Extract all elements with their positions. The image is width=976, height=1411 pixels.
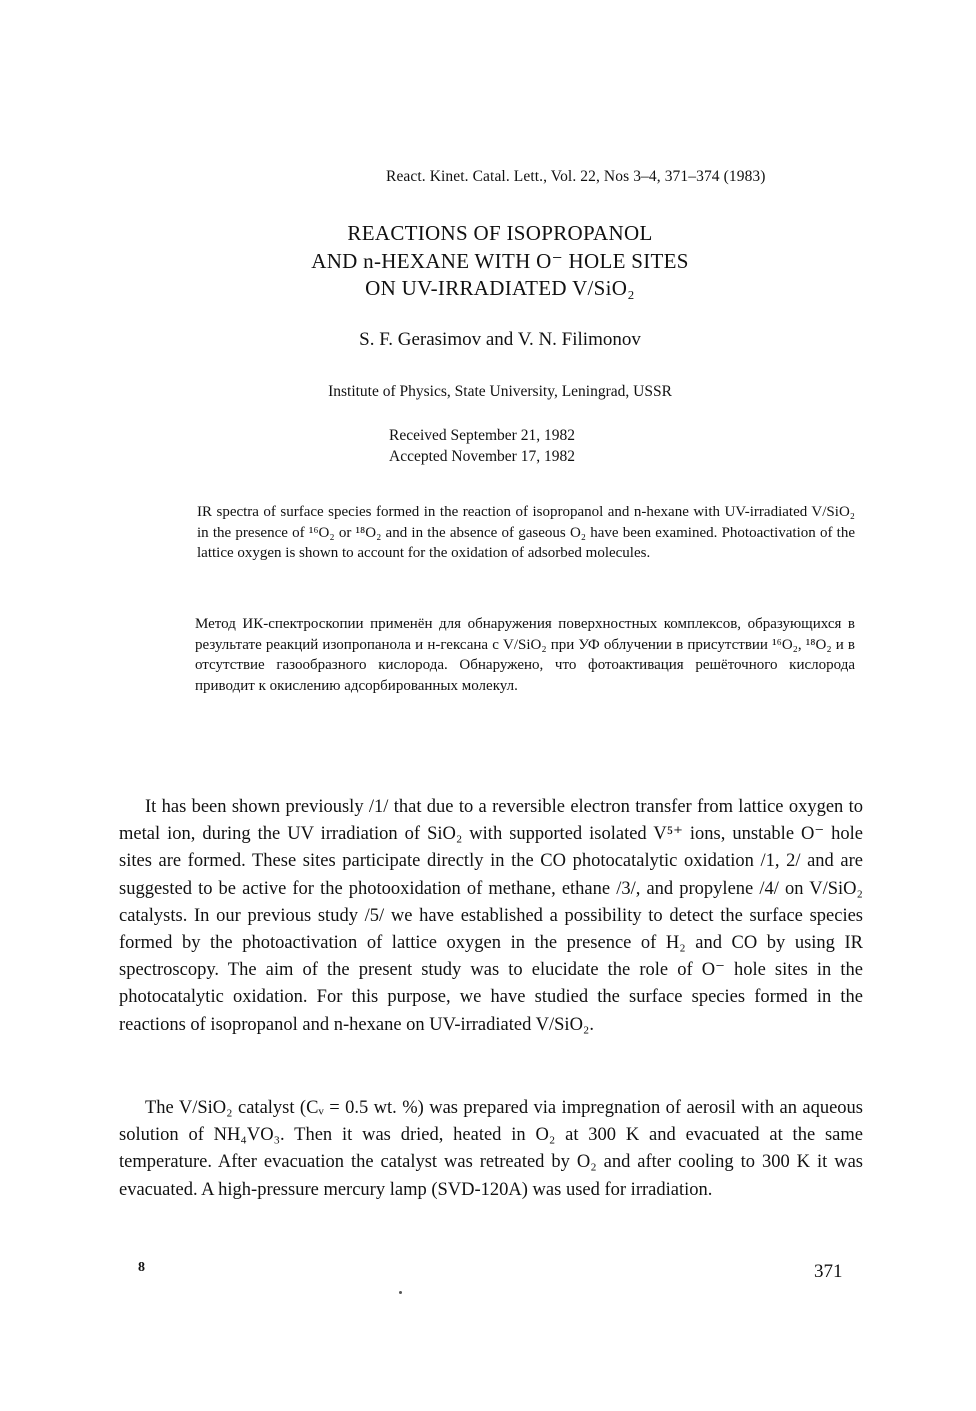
authors: S. F. Gerasimov and V. N. Filimonov (359, 329, 641, 350)
dates-block (389, 425, 575, 467)
title-line-1: REACTIONS OF ISOPROPANOL (347, 221, 653, 245)
abstract-english: IR spectra of surface species formed in the reaction of isopropanol and n-hexane with UV-irradiated V/SiO₂ in the presence of ¹⁶O₂ or ¹⁸O₂ and in the absence of gaseous O₂ have been examined. Photoactivation of the lattice oxygen is shown to account for the oxidation of adsorbed molecules. (197, 504, 855, 561)
journal-citation: React. Kinet. Catal. Lett., Vol. 22, Nos 3–4, 371–374 (1983) (386, 168, 766, 185)
affiliation: Institute of Physics, State University, Leningrad, USSR (328, 383, 672, 400)
received-date: Received September 21, 1982 (389, 427, 575, 444)
page-number: 371 (814, 1261, 843, 1282)
article-title (0, 220, 976, 303)
body-paragraph: The V/SiO₂ catalyst (Cᵥ = 0.5 wt. %) was prepared via impregnation of aerosil with an aqueous solution of NH₄VO₃. Then it was dried, heated in O₂ at 300 K and evacuated at the same temperature. After evacuation the catalyst was retreated by O₂ and after cooling to 300 K it was evacuated. A high-pressure mercury lamp (SVD-120A) was used for irradiation. (119, 1098, 863, 1200)
title-line-3: ON UV-IRRADIATED V/SiO₂ (365, 276, 635, 300)
title-line-2: AND n-HEXANE WITH O⁻ HOLE SITES (311, 248, 689, 273)
accepted-date: Accepted November 17, 1982 (389, 448, 575, 465)
signature-mark: 8 (138, 1260, 145, 1275)
abstract-russian: Метод ИК-спектроскопии применён для обнаружения поверхностных комплексов, образующихся в результате реакций изопропанола и н-гексана с V/SiO₂ при УФ облучении в присутствии ¹⁶O₂, ¹⁸O₂ и в отсутствие газообразного кислорода. Обнаружено, что фотоактивация решёточного кислорода приводит к окислению адсорбированных молекул. (195, 616, 855, 694)
print-speck (399, 1291, 402, 1294)
body-paragraph: It has been shown previously /1/ that due to a reversible electron transfer from lattice oxygen to metal ion, during the UV irradiation of SiO₂ with supported isolated V⁵⁺ ions, unstable O⁻ hole sites are formed. These sites participate directly in the CO photocatalytic oxidation /1, 2/ and are suggested to be active for the photooxidation of methane, ethane /3/, and propylene /4/ on V/SiO₂ catalysts. In our previous study /5/ we have established a possibility to detect the surface species formed by the photoactivation of lattice oxygen in the presence of H₂ and CO by using IR spectroscopy. The aim of the present study was to elucidate the role of O⁻ hole sites in the photocatalytic oxidation. For this purpose, we have studied the surface species formed in the reactions of isopropanol and n-hexane on UV-irradiated V/SiO₂. (119, 797, 863, 1035)
